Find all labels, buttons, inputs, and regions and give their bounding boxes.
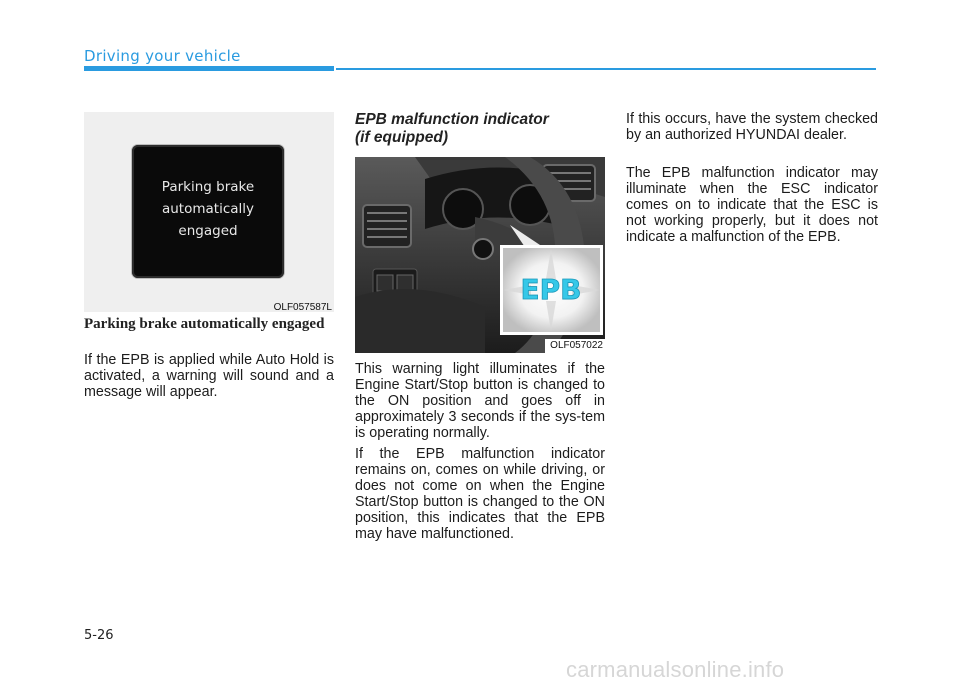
subheading-parking-brake: Parking brake automatically engaged (84, 316, 325, 332)
paragraph-auto-hold: If the EPB is applied while Auto Hold is activated, a warning will sound and a message will appear. (84, 352, 334, 400)
header-rule-thick (84, 66, 334, 71)
paragraph-esc-indicator: The EPB malfunction indicator may illuminate when the ESC indicator comes on to indicate that the ESC is not working properly, but it does not indicate a malfunction of the EPB. (626, 165, 878, 245)
message-line-1: Parking brake (161, 178, 255, 195)
message-line-3: engaged (178, 222, 238, 239)
watermark: carmanualsonline.info (566, 657, 785, 682)
cluster-message-text (143, 176, 273, 242)
figure-code-left: OLF057587L (273, 302, 332, 313)
cluster-message-panel (132, 145, 284, 278)
message-line-2: automatically (161, 200, 255, 217)
paragraph-have-checked: If this occurs, have the system checked by an authorized HYUNDAI dealer. (626, 111, 878, 143)
page-number: 5-26 (84, 628, 114, 643)
section-heading-line-1: EPB malfunction indicator (355, 111, 549, 128)
parking-brake-message-figure (84, 112, 334, 312)
section-heading-epb (355, 111, 605, 147)
section-title: Driving your vehicle (84, 47, 241, 65)
section-heading-line-2: (if equipped) (355, 129, 448, 146)
epb-indicator-figure (355, 157, 605, 353)
paragraph-malfunction: If the EPB malfunction indicator remains on, comes on while driving, or does not come on when the Engine Start/Stop button is changed to the ON position, this indicates that the EPB may have malfunctioned. (355, 446, 605, 542)
header-rule-thin (336, 68, 876, 70)
epb-indicator-text: EPB (520, 273, 582, 306)
dashboard-illustration (355, 157, 605, 353)
paragraph-warning-light: This warning light illuminates if the Engine Start/Stop button is changed to the ON position and goes off in approximately 3 seconds if the sys-tem is operating normally. (355, 361, 605, 441)
figure-code-middle: OLF057022 (550, 340, 603, 351)
